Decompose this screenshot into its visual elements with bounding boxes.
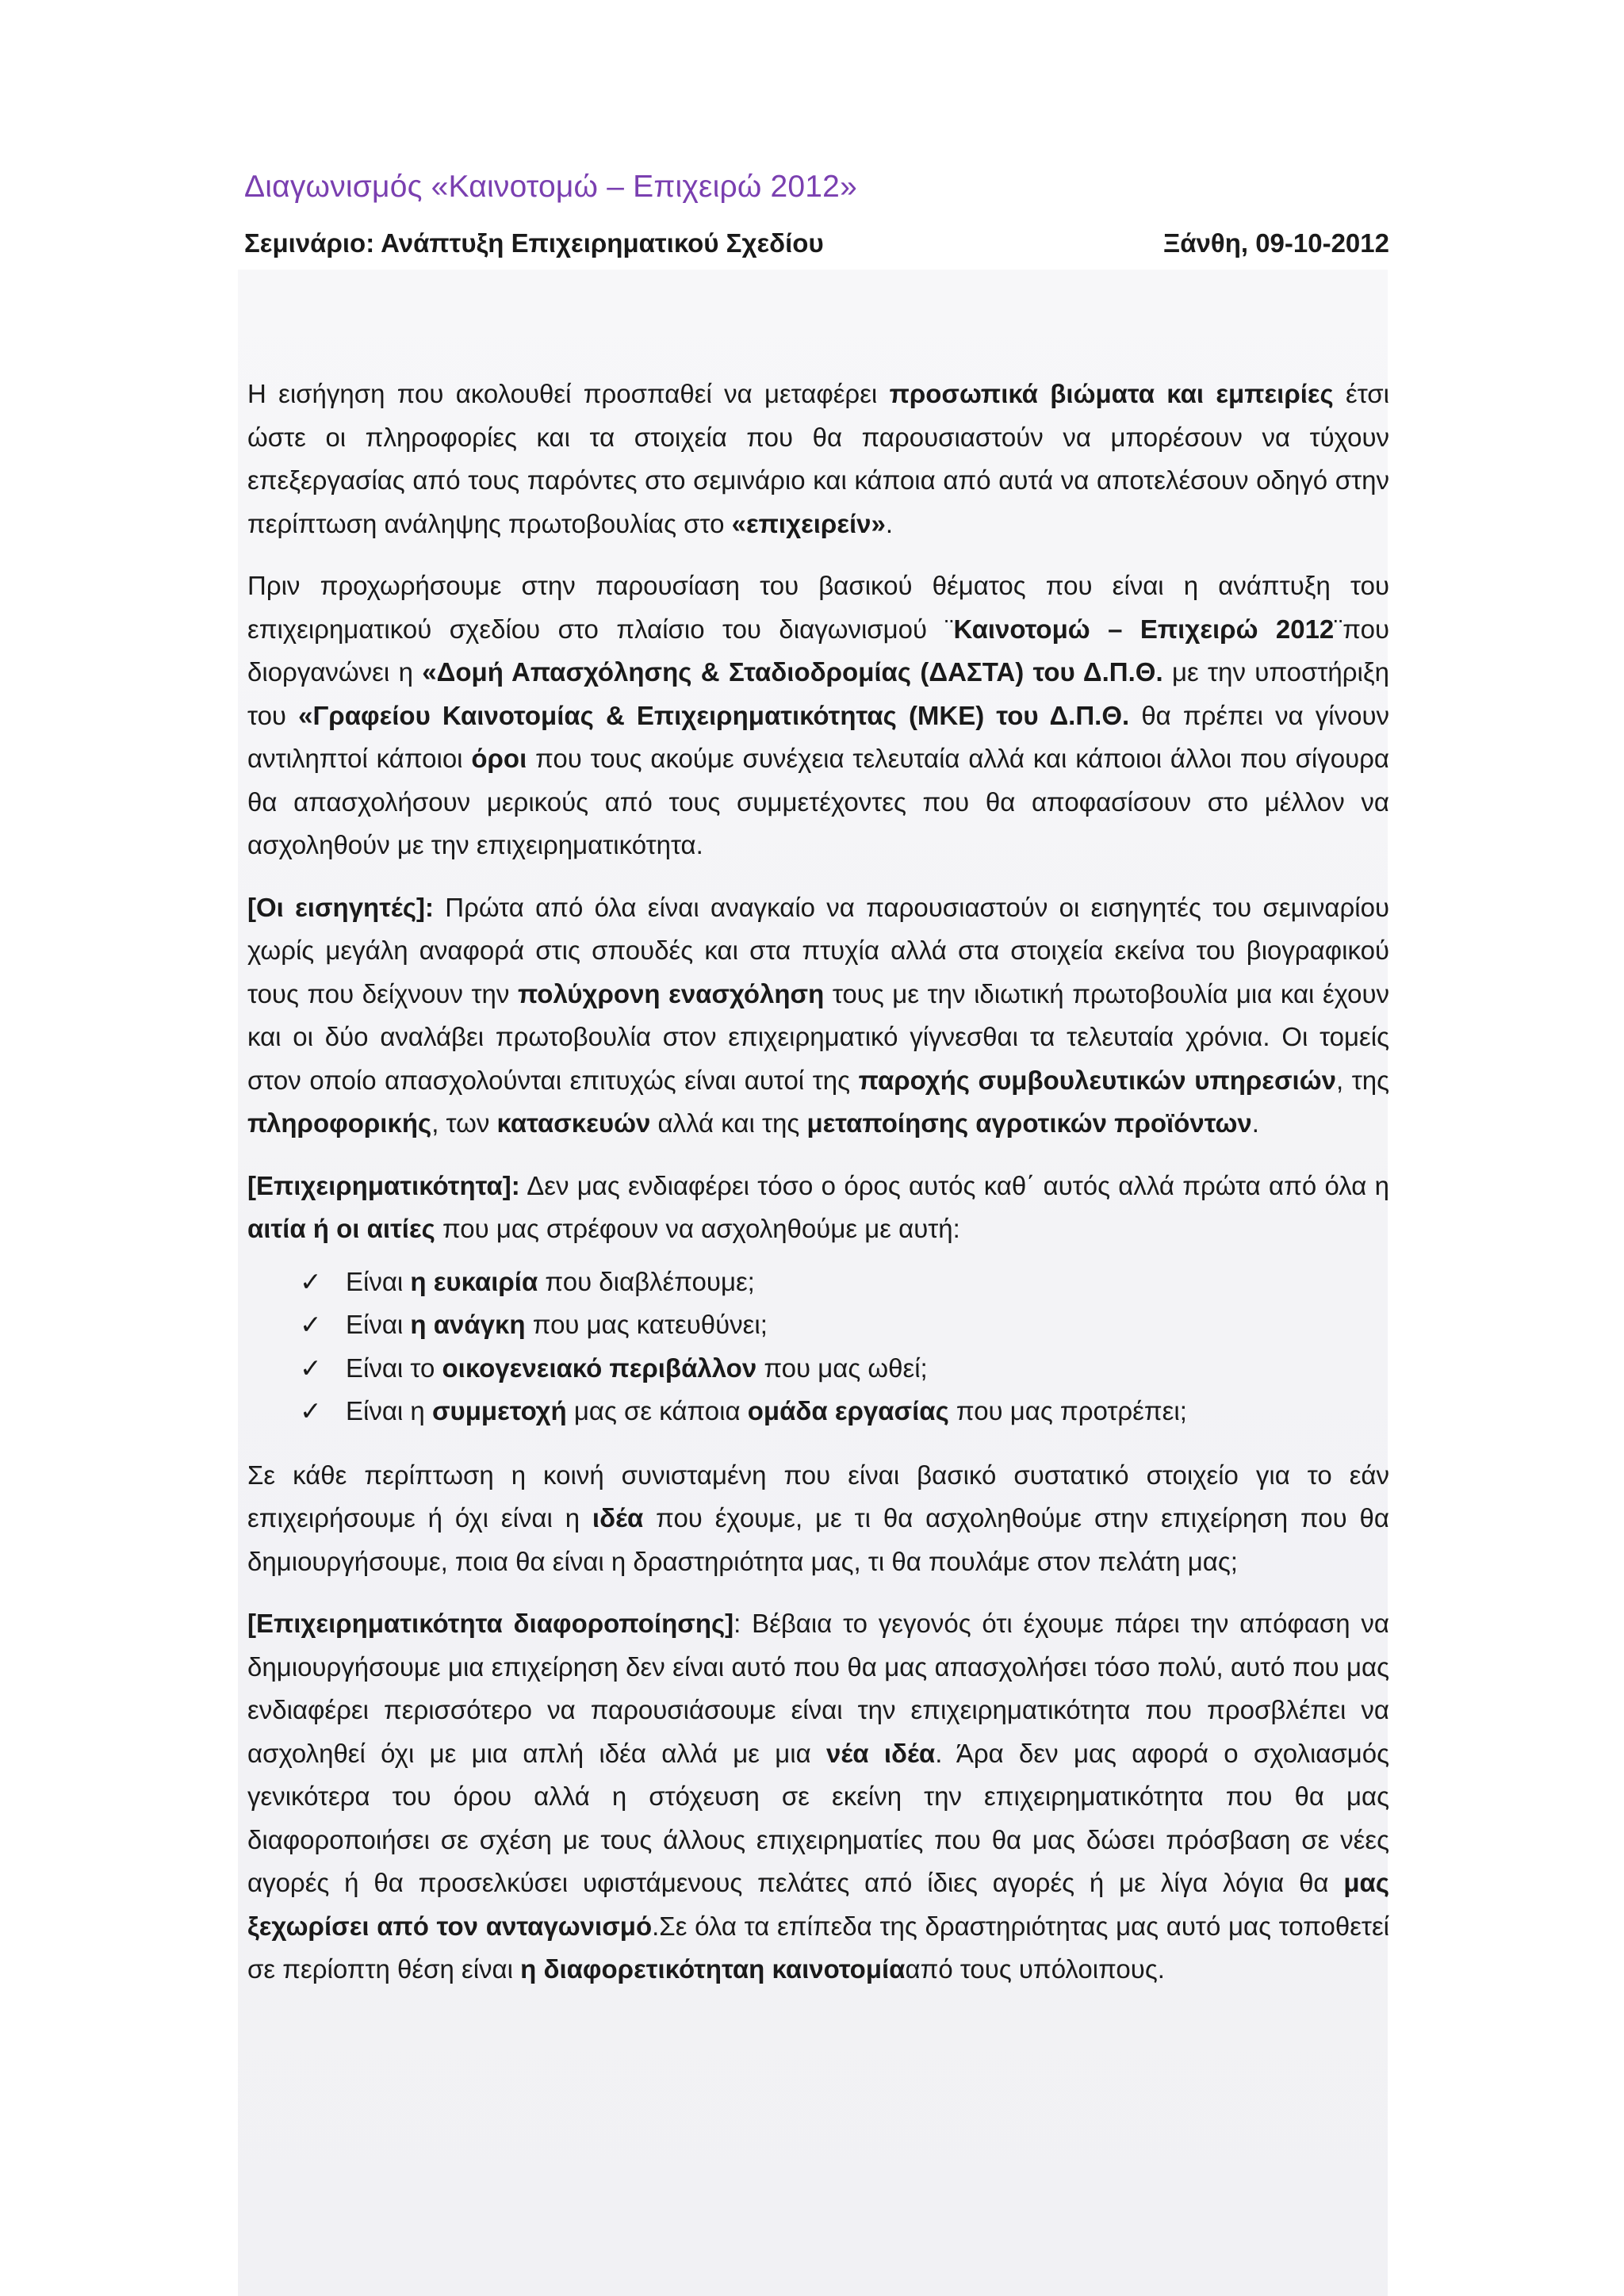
bold-text: η ευκαιρία	[410, 1266, 538, 1296]
reasons-checklist	[247, 1261, 1389, 1433]
paragraph-differentiation	[247, 1602, 1389, 1992]
bold-text: ιδέα	[592, 1503, 644, 1533]
bold-text: [Επιχειρηματικότητα]:	[247, 1170, 520, 1200]
bold-text: μας ξεχωρίσει από τον ανταγωνισμό	[247, 1868, 1389, 1941]
check-icon: ✓	[300, 1265, 322, 1297]
bold-text: «επιχειρείν»	[731, 508, 886, 538]
bold-text: ομάδα εργασίας	[747, 1396, 949, 1425]
bold-text: πολύχρονη ενασχόληση	[517, 978, 825, 1008]
document-title: Διαγωνισμός «Καινοτομώ – Επιχειρώ 2012»	[244, 170, 857, 204]
text: τους με την ιδιωτική πρωτοβουλία μια και έχουν και οι δύο αναλάβει πρωτοβουλία στον επιχειρηματικό γίγνεσθαι τα τελευταία χρόνια. Οι τομείς στον οποίο απασχολούνται επιτυχώς είναι αυτοί της	[247, 978, 1389, 1095]
text: που μας κατευθύνει;	[525, 1310, 768, 1339]
text: που μας ωθεί;	[756, 1353, 928, 1383]
check-icon: ✓	[300, 1395, 322, 1426]
list-item	[300, 1390, 1389, 1433]
bold-text: «Δομή Απασχόλησης & Σταδιοδρομίας (ΔΑΣΤΑ) του Δ.Π.Θ.	[422, 657, 1163, 687]
document-body	[247, 373, 1389, 2011]
bold-text: όροι	[471, 744, 527, 773]
paragraph-entrepreneurship	[247, 1165, 1389, 1251]
text: : Βέβαια το γεγονός ότι έχουμε πάρει την απόφαση να δημιουργήσουμε μια επιχείρηση δεν είναι αυτό που θα μας απασχολήσει τόσο πολύ, αυτό που μας ενδιαφέρει περισσότερο να παρουσιάσουμε είναι την επιχειρηματικότητα που προσβλέπει να ασχοληθεί όχι με μια απλή ιδέα αλλά με μια	[247, 1609, 1389, 1768]
subtitle-row	[244, 228, 1389, 268]
bold-text: αιτία ή οι αιτίες	[247, 1214, 435, 1243]
bold-text: προσωπικά βιώματα και εμπειρίες	[889, 379, 1334, 408]
text: Είναι το	[346, 1353, 442, 1383]
text: έτσι ώστε οι πληροφορίες και τα στοιχεία που θα παρουσιαστούν να μπορέσουν να τύχουν επεξεργασίας από τους παρόντες στο σεμινάριο και κάποια από αυτά να αποτελέσουν οδηγό στην περίπτωση ανάληψης πρωτοβουλίας στο	[247, 379, 1390, 538]
text: που μας προτρέπει;	[948, 1396, 1187, 1425]
text: θα πρέπει να γίνουν αντιληπτοί κάποιοι	[247, 700, 1389, 773]
list-item	[300, 1303, 1389, 1347]
bold-text: νέα ιδέα	[825, 1738, 936, 1768]
text: που διαβλέπουμε;	[538, 1266, 755, 1296]
text: .	[885, 508, 894, 538]
bold-text: «Γραφείου Καινοτομίας & Επιχειρηματικότητας (ΜΚΕ) του Δ.Π.Θ.	[298, 700, 1130, 730]
bold-text: κατασκευών	[496, 1108, 651, 1138]
paragraph-speakers	[247, 886, 1389, 1146]
list-item	[300, 1347, 1389, 1391]
check-icon: ✓	[300, 1352, 322, 1383]
text: Η εισήγηση που ακολουθεί προσπαθεί να μεταφέρει	[247, 379, 890, 408]
text: αλλά και της	[650, 1108, 807, 1138]
text: Είναι	[346, 1266, 411, 1296]
bold-text: Καινοτομώ – Επιχειρώ 2012	[953, 614, 1335, 644]
text: με την υποστήριξη του	[247, 657, 1389, 730]
text: μας σε κάποια	[566, 1396, 748, 1425]
check-icon: ✓	[300, 1309, 322, 1340]
bold-text: οικογενειακό περιβάλλον	[442, 1353, 757, 1383]
text: Σε κάθε περίπτωση η κοινή συνισταμένη που είναι βασικό συστατικό στοιχείο για το εάν επιχειρήσουμε ή όχι είναι η	[247, 1460, 1389, 1533]
text: Πρώτα από όλα είναι αναγκαίο να παρουσιαστούν οι εισηγητές του σεμιναρίου χωρίς μεγάλη αναφορά στις σπουδές και στα πτυχία αλλά στα στοιχεία εκείνα του βιογραφικού τους που δείχνουν την	[247, 892, 1389, 1008]
text: που μας στρέφουν να ασχοληθούμε με αυτή:	[435, 1214, 960, 1243]
text: .Σε όλα τα επίπεδα της δραστηριότητας μας αυτό μας τοποθετεί σε περίοπτη θέση είναι	[247, 1911, 1389, 1984]
text: Πριν προχωρήσουμε στην παρουσίαση του βασικού θέματος που είναι η ανάπτυξη του επιχειρηματικού σχεδίου στο πλαίσιο του διαγωνισμού ¨	[247, 571, 1389, 644]
bold-text: η ανάγκη	[410, 1310, 526, 1339]
text: Δεν μας ενδιαφέρει τόσο ο όρος αυτός καθ΄ αυτός αλλά πρώτα από όλα η	[519, 1170, 1389, 1200]
text: .	[1251, 1108, 1259, 1138]
place-date: Ξάνθη, 09-10-2012	[1162, 228, 1389, 258]
paragraph-intro	[247, 373, 1389, 545]
bold-text: μεταποίησης αγροτικών προϊόντων	[806, 1108, 1252, 1138]
text: , των	[431, 1108, 497, 1138]
text: Είναι η	[346, 1396, 432, 1425]
text: . Άρα δεν μας αφορά ο σχολιασμός γενικότερα του όρου αλλά η στόχευση σε εκείνη την επιχειρηματικότητα που θα μας διαφοροποιήσει σε σχέση με τους άλλους επιχειρηματίες που θα μας δώσει πρόσβαση σε νέες αγορές ή θα προσελκύσει υφιστάμενους πελάτες από ίδιες αγορές ή με λίγα λόγια θα	[247, 1738, 1389, 1897]
text: , της	[1335, 1065, 1389, 1095]
text: που έχουμε, με τι θα ασχοληθούμε στην επιχείρηση που θα δημιουργήσουμε, ποια θα είναι η δραστηριότητα μας, τι θα πουλάμε στον πελάτη μας;	[247, 1503, 1389, 1576]
text: που τους ακούμε συνέχεια τελευταία αλλά και κάποιοι άλλοι που σίγουρα θα απασχολήσουν μερικούς από τους συμμετέχοντες που θα αποφασίσουν στο μέλλον να ασχοληθούν με την επιχειρηματικότητα.	[247, 744, 1389, 859]
paragraph-idea	[247, 1454, 1389, 1584]
bold-text: [Επιχειρηματικότητα διαφοροποίησης]	[247, 1609, 734, 1638]
bold-text: πληροφορικής	[247, 1108, 432, 1138]
bold-text: [Οι εισηγητές]:	[247, 892, 434, 922]
bold-text: συμμετοχή	[431, 1396, 567, 1425]
list-item	[300, 1261, 1389, 1304]
paragraph-context	[247, 564, 1389, 867]
bold-text: παροχής συμβουλευτικών υπηρεσιών	[858, 1065, 1336, 1095]
bold-text: η διαφορετικότηταη καινοτομία	[520, 1954, 906, 1984]
text: από τους υπόλοιπους.	[905, 1954, 1165, 1984]
text: Είναι	[346, 1310, 411, 1339]
text: ¨που διοργανώνει η	[247, 614, 1389, 687]
seminar-subtitle: Σεμινάριο: Ανάπτυξη Επιχειρηματικού Σχεδίου	[244, 228, 824, 258]
